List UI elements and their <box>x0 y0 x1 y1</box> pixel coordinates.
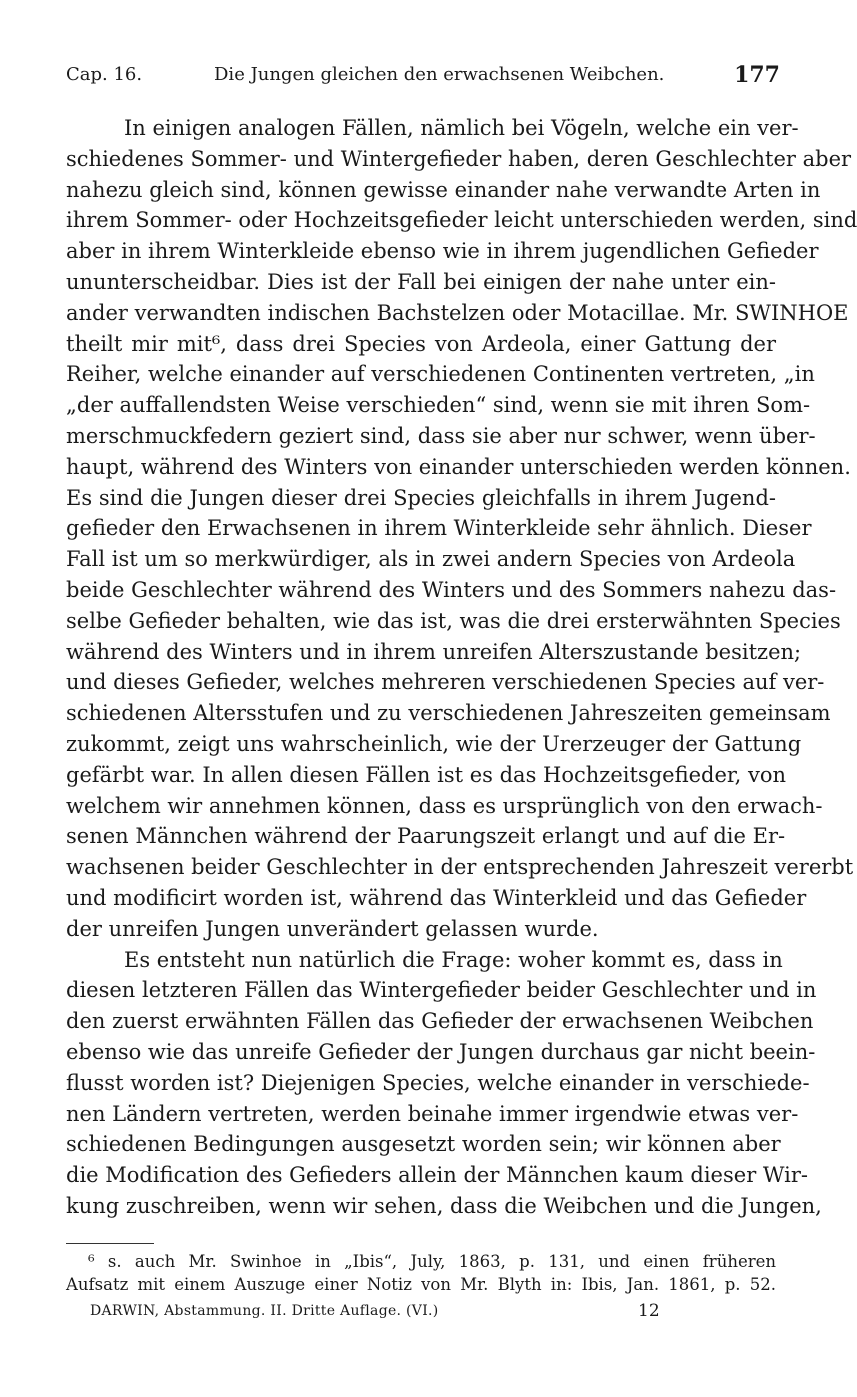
text-line: kung zuschreiben, wenn wir sehen, dass die Weibchen und die Jungen, <box>66 1193 822 1218</box>
footnote-line: Aufsatz mit einem Auszuge einer Notiz von Mr. Blyth in: Ibis, Jan. 1861, p. 52. <box>66 1275 776 1294</box>
text-line: diesen letzteren Fällen das Wintergefieder beider Geschlechter und in <box>66 978 817 1003</box>
text-line: ebenso wie das unreife Gefieder der Jungen durchaus gar nicht beein- <box>66 1039 816 1064</box>
text-line: schiedenen Altersstufen und zu verschiedenen Jahreszeiten gemeinsam <box>66 701 831 726</box>
printer-signature <box>66 1301 776 1323</box>
text-line: und dieses Gefieder, welches mehreren verschiedenen Species auf ver- <box>66 670 825 695</box>
text-line: während des Winters und in ihrem unreifen Alterszustande besitzen; <box>66 639 802 664</box>
text-line: beide Geschlechter während des Winters und des Sommers nahezu das- <box>66 577 837 602</box>
text-line: welchem wir annehmen können, dass es ursprünglich von den erwach- <box>66 793 823 818</box>
text-line: „der auffallendsten Weise verschieden“ sind, wenn sie mit ihren Som- <box>66 393 811 418</box>
text-line: merschmuckfedern geziert sind, dass sie aber nur schwer, wenn über- <box>66 423 816 448</box>
footnote-rule <box>66 1243 154 1244</box>
text-line: senen Männchen während der Paarungszeit erlangt und auf die Er- <box>66 824 786 849</box>
text-line: Reiher, welche einander auf verschiedenen Continenten vertreten, „in <box>66 362 815 387</box>
text-line: den zuerst erwähnten Fällen das Gefieder der erwachsenen Weibchen <box>66 1009 814 1034</box>
body-text <box>66 113 857 1222</box>
footnote <box>66 1250 776 1296</box>
text-line: schiedenen Bedingungen ausgesetzt worden sein; wir können aber <box>66 1132 781 1157</box>
text-line: und modificirt worden ist, während das Winterkleid und das Gefieder <box>66 885 807 910</box>
text-line: ununterscheidbar. Dies ist der Fall bei einigen der nahe unter ein- <box>66 269 776 294</box>
text-line: die Modification des Gefieders allein der Männchen kaum dieser Wir- <box>66 1163 808 1188</box>
page-number: 177 <box>734 62 780 88</box>
text-line: der unreifen Jungen unverändert gelassen wurde. <box>66 916 599 941</box>
text-line: selbe Gefieder behalten, wie das ist, was die drei ersterwähnten Species <box>66 608 841 633</box>
text-line: wachsenen beider Geschlechter in der entsprechenden Jahreszeit vererbt <box>66 855 854 880</box>
text-line: Es sind die Jungen dieser drei Species gleichfalls in ihrem Jugend- <box>66 485 776 510</box>
running-title: Die Jungen gleichen den erwachsenen Weibchen. <box>214 64 665 85</box>
text-line: Es entsteht nun natürlich die Frage: woher kommt es, dass in <box>124 947 783 972</box>
text-line: haupt, während des Winters von einander unterschieden werden können. <box>66 454 851 479</box>
signature-text: DARWIN, Abstammung. II. Dritte Auflage. (VI.) <box>90 1303 439 1319</box>
text-line: ihrem Sommer- oder Hochzeitsgefieder leicht unterschieden werden, sind <box>66 208 857 233</box>
running-header <box>66 62 780 92</box>
text-line: nen Ländern vertreten, werden beinahe immer irgendwie etwas ver- <box>66 1101 799 1126</box>
text-line: gefieder den Erwachsenen in ihrem Winterkleide sehr ähnlich. Dieser <box>66 516 812 541</box>
text-line: schiedenes Sommer- und Wintergefieder haben, deren Geschlechter aber <box>66 146 852 171</box>
text-line: aber in ihrem Winterkleide ebenso wie in ihrem jugendlichen Gefieder <box>66 239 819 264</box>
text-line: theilt mir mit⁶, dass drei Species von Ardeola, einer Gattung der <box>66 331 776 356</box>
text-line: Fall ist um so merkwürdiger, als in zwei andern Species von Ardeola <box>66 547 796 572</box>
footnote-line: ⁶ s. auch Mr. Swinhoe in „Ibis“, July, 1863, p. 131, und einen früheren <box>88 1252 776 1271</box>
signature-number: 12 <box>638 1301 660 1321</box>
text-line: gefärbt war. In allen diesen Fällen ist es das Hochzeitsgefieder, von <box>66 762 786 787</box>
chapter-label: Cap. 16. <box>66 64 143 85</box>
text-line: nahezu gleich sind, können gewisse einander nahe verwandte Arten in <box>66 177 821 202</box>
text-line: flusst worden ist? Diejenigen Species, welche einander in verschiede- <box>66 1070 810 1095</box>
text-line: ander verwandten indischen Bachstelzen oder Motacillae. Mr. SWINHOE <box>66 300 849 325</box>
text-line: In einigen analogen Fällen, nämlich bei Vögeln, welche ein ver- <box>124 116 799 140</box>
text-line: zukommt, zeigt uns wahrscheinlich, wie der Urerzeuger der Gattung <box>66 731 802 756</box>
